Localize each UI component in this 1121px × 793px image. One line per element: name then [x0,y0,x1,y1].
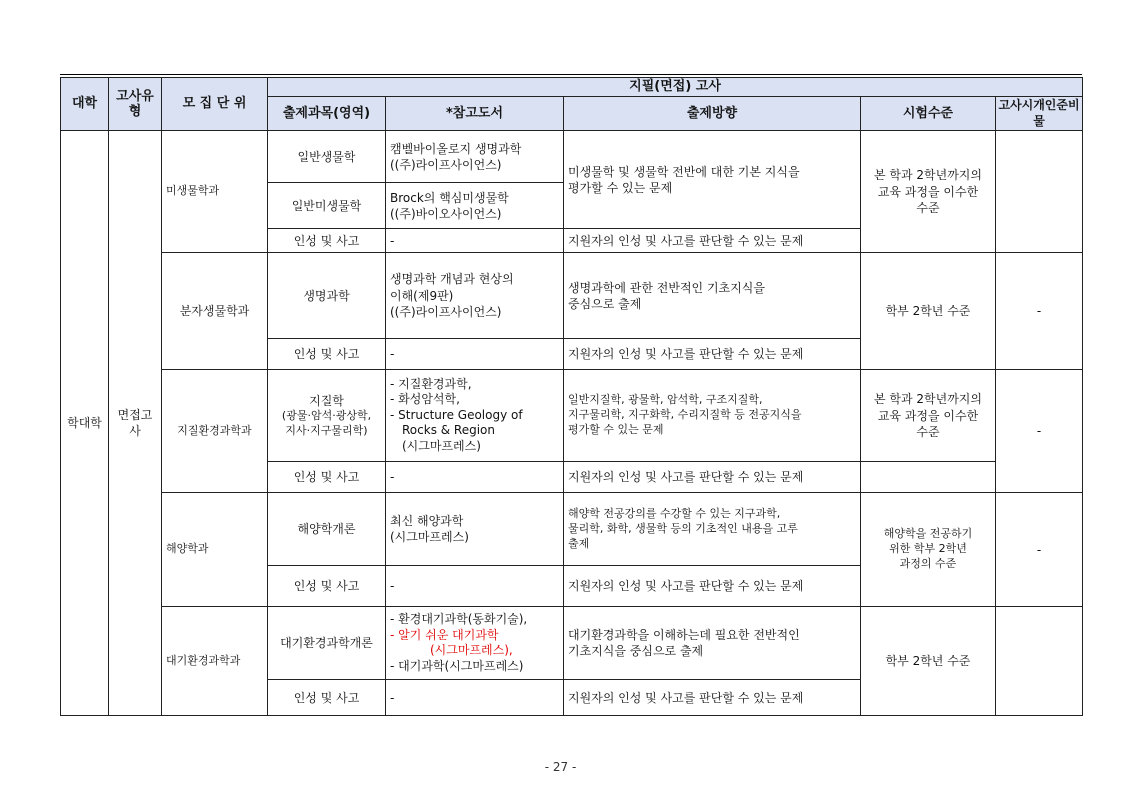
col-header-exam-type: 고사유형 [109,78,162,131]
ref-cell: 캠벨바이올로지 생명과학 ((주)라이프사이언스) [386,131,564,183]
dept-name: 해양학과 [162,493,268,607]
level-cell [861,462,996,493]
prep-cell: - [996,253,1083,370]
subject-cell: 대기환경과학개론 [268,607,386,680]
college-cell: 학대학 [61,131,109,716]
ref-cell: - [386,566,564,607]
subject-cell: 생명과학 [268,253,386,339]
highlighted-ref: (시그마프레스), [430,643,513,658]
direction-cell: 지원자의 인성 및 사고를 판단할 수 있는 문제 [564,566,861,607]
level-cell: 본 학과 2학년까지의 교육 과정을 이수한 수준 [861,131,996,253]
ref-cell: - [386,339,564,370]
dept-name: 지질환경과학과 [162,370,268,493]
level-cell: 학부 2학년 수준 [861,253,996,370]
ref-cell: - 지질환경과학, - 화성암석학, - Structure Geology of Rocks & Region (시그마프레스) [386,370,564,462]
level-cell: 해양학을 전공하기 위한 학부 2학년 과정의 수준 [861,493,996,607]
col-header-group: 지필(면접) 고사 [268,78,1083,97]
ref-cell: 최신 해양과학 (시그마프레스) [386,493,564,566]
col-header-ref: *참고도서 [386,97,564,131]
ref-cell: - 환경대기과학(동화기술), - 알기 쉬운 대기과학 (시그마프레스), - 대기과학(시그마프레스) [386,607,564,680]
col-header-direction: 출제방향 [564,97,861,131]
subject-cell: 인성 및 사고 [268,566,386,607]
subject-cell: 지질학 (광물·암석·광상학, 지사·지구물리학) [268,370,386,462]
subject-cell: 인성 및 사고 [268,339,386,370]
direction-cell: 미생물학 및 생물학 전반에 대한 기본 지식을 평가할 수 있는 문제 [564,131,861,229]
dept-name: 대기환경과학과 [162,607,268,716]
subject-cell: 인성 및 사고 [268,229,386,253]
direction-cell: 대기환경과학을 이해하는데 필요한 전반적인 기초지식을 중심으로 출제 [564,607,861,680]
ref-cell: - [386,462,564,493]
col-header-unit: 모 집 단 위 [162,78,268,131]
subject-cell: 해양학개론 [268,493,386,566]
direction-cell: 해양학 전공강의를 수강할 수 있는 지구과학, 물리학, 화학, 생물학 등의 기초적인 내용을 고루 출제 [564,493,861,566]
direction-cell: 지원자의 인성 및 사고를 판단할 수 있는 문제 [564,229,861,253]
direction-cell: 일반지질학, 광물학, 암석학, 구조지질학, 지구물리학, 지구화학, 수리지질학 등 전공지식을 평가할 수 있는 문제 [564,370,861,462]
subject-cell: 인성 및 사고 [268,462,386,493]
dept-name: 분자생물학과 [162,253,268,370]
direction-cell: 지원자의 인성 및 사고를 판단할 수 있는 문제 [564,339,861,370]
col-header-level: 시험수준 [861,97,996,131]
prep-cell: - [996,370,1083,493]
ref-cell: Brock의 핵심미생물학 ((주)바이오사이언스) [386,183,564,229]
level-cell: 학부 2학년 수준 [861,607,996,716]
direction-cell: 지원자의 인성 및 사고를 판단할 수 있는 문제 [564,680,861,716]
direction-cell: 생명과학에 관한 전반적인 기초지식을 중심으로 출제 [564,253,861,339]
page-number: - 27 - [544,760,577,774]
level-cell: 본 학과 2학년까지의 교육 과정을 이수한 수준 [861,370,996,462]
direction-cell: 지원자의 인성 및 사고를 판단할 수 있는 문제 [564,462,861,493]
col-header-prep: 고사시개인준비물 [996,97,1083,131]
ref-cell: - [386,229,564,253]
subject-cell: 일반생물학 [268,131,386,183]
exam-kind-cell: 면접고사 [109,131,162,716]
prep-cell [996,607,1083,716]
subject-cell: 인성 및 사고 [268,680,386,716]
prep-cell [996,131,1083,253]
prep-cell: - [996,493,1083,607]
highlighted-ref: - 알기 쉬운 대기과학 [390,627,499,642]
exam-table [60,77,1083,716]
subject-cell: 일반미생물학 [268,183,386,229]
col-header-subject: 출제과목(영역) [268,97,386,131]
dept-name: 미생물학과 [162,131,268,253]
col-header-univ: 대학 [61,78,109,131]
ref-cell: - [386,680,564,716]
top-rule [60,74,1082,75]
ref-cell: 생명과학 개념과 현상의 이해(제9판) ((주)라이프사이언스) [386,253,564,339]
